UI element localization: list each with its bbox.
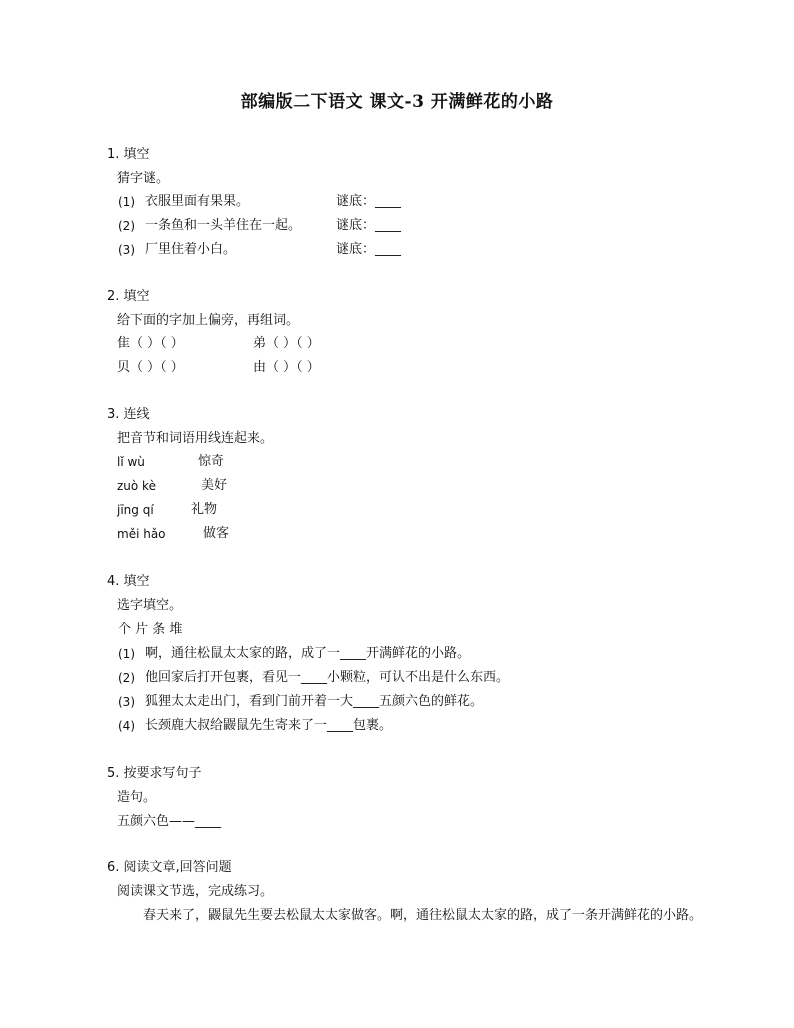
item-number: (1) — [118, 195, 135, 209]
answer-blank: 谜底：____ — [336, 242, 402, 257]
radical-row: 隹（ ）（ ） — [117, 336, 184, 351]
radical-row: 贝（ ）（ ） — [117, 360, 184, 375]
item-number: (4) — [118, 719, 135, 733]
reading-passage: 春天来了，鼹鼠先生要去松鼠太太家做客。啊，通往松鼠太太家的路，成了一条开满鲜花的小路。 — [143, 908, 703, 923]
q2-instruction: 给下面的字加上偏旁，再组词。 — [117, 313, 300, 328]
q1-instruction: 猜字谜。 — [117, 171, 170, 186]
item-text: 啊，通往松鼠太太家的路，成了一____开满鲜花的小路。 — [145, 646, 471, 661]
word-item: 惊奇 — [198, 454, 225, 469]
q3-instruction: 把音节和词语用线连起来。 — [117, 431, 274, 446]
answer-blank: 谜底：____ — [336, 218, 402, 233]
choice-words: 个 片 条 堆 — [118, 622, 183, 637]
q6-heading: 6. 阅读文章,回答问题 — [107, 860, 232, 875]
item-number: (3) — [118, 695, 135, 709]
pinyin-item: lǐ wù — [117, 455, 145, 469]
q3-heading: 3. 连线 — [107, 407, 150, 422]
word-item: 美好 — [201, 478, 228, 493]
item-text: 狐狸太太走出门，看到门前开着一大____五颜六色的鲜花。 — [145, 694, 484, 709]
list-item — [118, 667, 638, 689]
pinyin-item: zuò kè — [117, 479, 156, 493]
word-item: 礼物 — [191, 502, 218, 517]
q1-heading: 1. 填空 — [107, 147, 150, 162]
q4-instruction: 选字填空。 — [117, 598, 183, 613]
item-number: (2) — [118, 219, 135, 233]
q2-heading: 2. 填空 — [107, 289, 150, 304]
item-text: 厂里住着小白。 — [145, 242, 237, 257]
list-item — [118, 239, 418, 261]
item-text: 一条鱼和一头羊住在一起。 — [145, 218, 302, 233]
q5-instruction: 造句。 — [117, 790, 157, 805]
q4-heading: 4. 填空 — [107, 574, 150, 589]
list-item — [118, 715, 638, 737]
item-number: (3) — [118, 243, 135, 257]
sentence-line: 五颜六色——____ — [117, 814, 222, 829]
list-item — [118, 191, 418, 213]
page-title: 部编版二下语文 课文-3 开满鲜花的小路 — [240, 92, 554, 112]
word-item: 做客 — [203, 526, 230, 541]
radical-row: 由（ ）（ ） — [253, 360, 320, 375]
item-text: 长颈鹿大叔给鼹鼠先生寄来了一____包裹。 — [145, 718, 393, 733]
radical-row: 弟（ ）（ ） — [253, 336, 320, 351]
q6-instruction: 阅读课文节选，完成练习。 — [117, 884, 274, 899]
list-item — [118, 643, 638, 665]
item-number: (1) — [118, 647, 135, 661]
item-text: 他回家后打开包裹，看见一____小颗粒，可认不出是什么东西。 — [145, 670, 510, 685]
list-item — [118, 215, 418, 237]
list-item — [118, 691, 638, 713]
item-number: (2) — [118, 671, 135, 685]
item-text: 衣服里面有果果。 — [145, 194, 250, 209]
pinyin-item: měi hǎo — [117, 527, 166, 541]
pinyin-item: jīng qí — [117, 503, 154, 517]
answer-blank: 谜底：____ — [336, 194, 402, 209]
q5-heading: 5. 按要求写句子 — [107, 766, 202, 781]
